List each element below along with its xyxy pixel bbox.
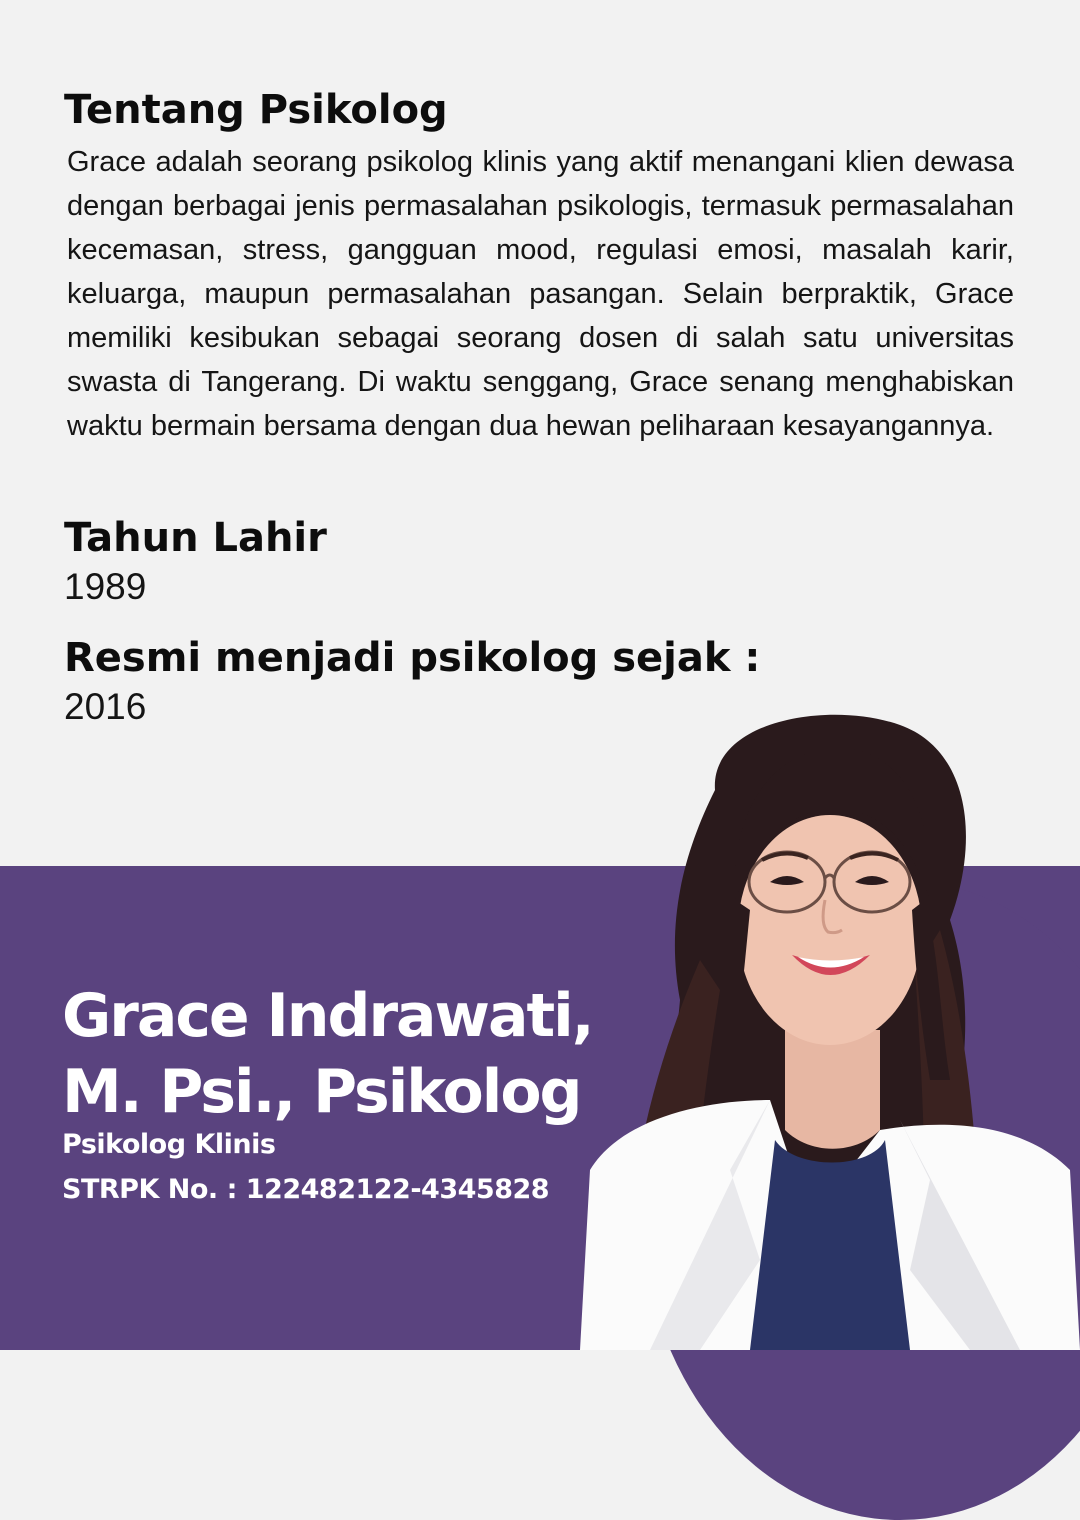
practice-since-value: 2016 <box>64 686 147 727</box>
birth-year-value: 1989 <box>64 566 147 607</box>
name-line-2: M. Psi., Psikolog <box>62 1057 581 1127</box>
about-paragraph: Grace adalah seorang psikolog klinis yang aktif menangani klien dewasa dengan berbagai jenis permasalahan psikologis, termasuk permasalahan kecemasan, stress, gangguan mood, regulasi emosi, masalah karir, keluarga, maupun permasalahan pasangan. Selain berpraktik, Grace memiliki kesibukan sebagai seorang dosen di salah satu universitas swasta di Tangerang. Di waktu senggang, Grace senang menghabiskan waktu bermain bersama dengan dua hewan peliharaan kesayangannya. <box>67 146 1014 442</box>
about-section <box>64 84 1014 448</box>
psychologist-portrait <box>580 700 1080 1350</box>
birth-year-label: Tahun Lahir <box>64 515 327 561</box>
strpk-number: STRPK No. : 122482122-4345828 <box>62 1174 550 1205</box>
birth-year-block <box>64 512 964 608</box>
psychologist-name <box>62 978 593 1130</box>
about-heading: Tentang Psikolog <box>64 87 448 133</box>
practice-since-label: Resmi menjadi psikolog sejak : <box>64 635 761 681</box>
role-label: Psikolog Klinis <box>62 1129 276 1160</box>
name-line-1: Grace Indrawati, <box>62 981 593 1051</box>
